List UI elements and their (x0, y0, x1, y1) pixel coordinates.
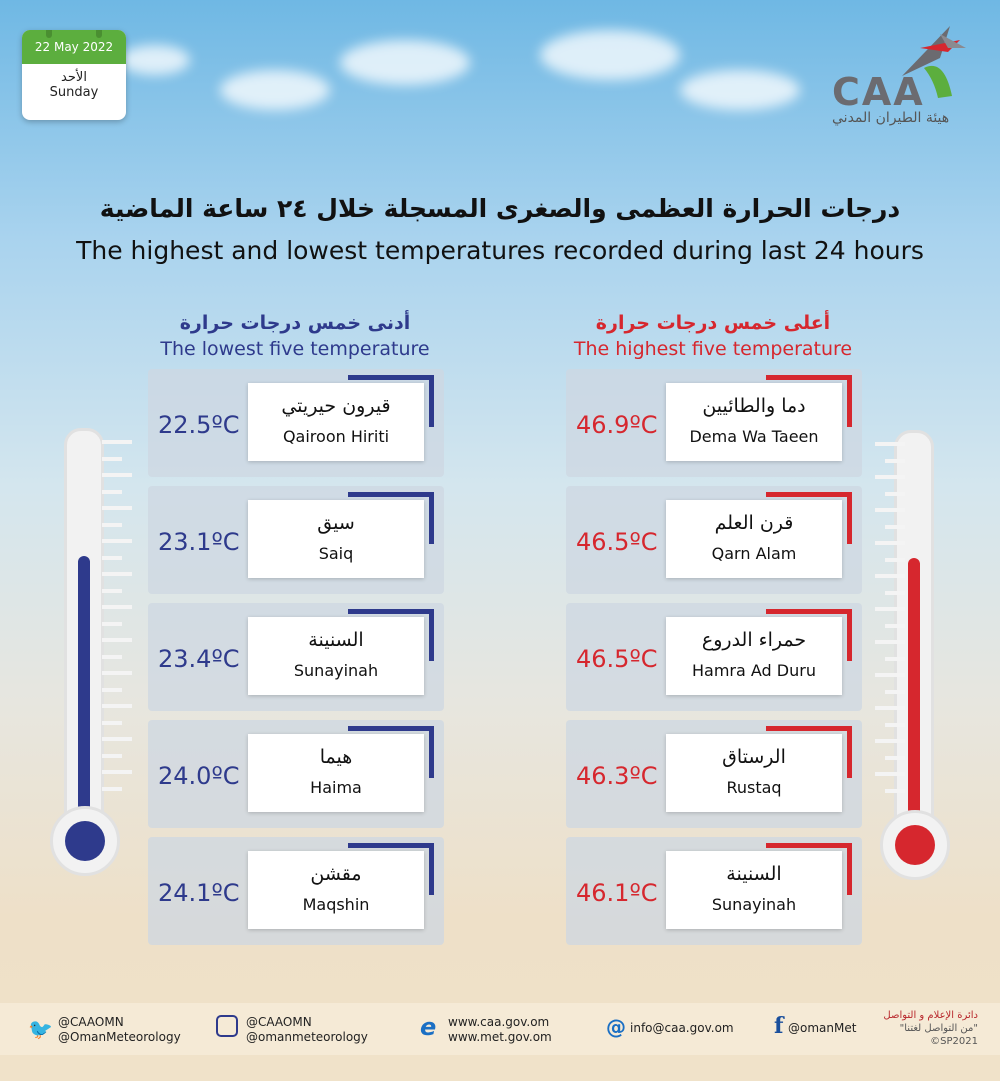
department-name: دائرة الإعلام و التواصل (883, 1010, 978, 1021)
card-accent (348, 609, 434, 614)
station-card (666, 500, 842, 578)
card-accent (348, 375, 434, 380)
thermometer-tick (885, 558, 905, 562)
temperature-value: 24.0ºC (158, 762, 240, 790)
station-name-en: Haima (310, 778, 362, 797)
station-card (666, 617, 842, 695)
station-card (248, 617, 424, 695)
station-name-ar: هيما (319, 746, 353, 768)
thermometer-tick (875, 739, 905, 743)
station-name-en: Qarn Alam (711, 544, 797, 563)
thermometer-tick (875, 607, 905, 611)
temperature-value: 46.5ºC (576, 645, 658, 673)
department-slogan: "من التواصل لغتنا" (899, 1023, 978, 1034)
card-accent (847, 843, 852, 895)
thermometer-tick (875, 673, 905, 677)
thermometer-tick (102, 787, 122, 791)
thermometer-tick (885, 492, 905, 496)
temperature-value: 23.4ºC (158, 645, 240, 673)
thermometer-tick (102, 655, 122, 659)
temperature-value: 46.5ºC (576, 528, 658, 556)
email-link[interactable]: info@caa.gov.om (630, 1021, 734, 1035)
thermometer-tick (885, 690, 905, 694)
station-card (248, 500, 424, 578)
thermometer-tick (102, 440, 132, 444)
thermometer-tick (102, 754, 122, 758)
station-name-en: Qairoon Hiriti (282, 427, 390, 446)
thermometer-bulb (65, 821, 105, 861)
facebook-icon[interactable]: f (774, 1013, 784, 1039)
website-link[interactable]: www.met.gov.om (448, 1030, 552, 1044)
highest-row (566, 603, 862, 711)
website-link[interactable]: www.caa.gov.om (448, 1015, 550, 1029)
thermometer-tick (102, 671, 132, 675)
station-name-en: Sunayinah (711, 895, 797, 914)
lowest-row (148, 837, 444, 945)
temperature-value: 46.3ºC (576, 762, 658, 790)
highest-row (566, 486, 862, 594)
station-name-en: Dema Wa Taeen (689, 427, 819, 446)
logo-text: CAA (832, 70, 925, 114)
websites[interactable] (448, 1015, 552, 1045)
station-name-en: Sunayinah (293, 661, 379, 680)
thermometer-tick (885, 756, 905, 760)
highest-heading (563, 312, 863, 360)
station-name-en: Saiq (318, 544, 354, 563)
footer (0, 1003, 1000, 1055)
copyright: ©SP2021 (930, 1036, 978, 1047)
station-card (248, 851, 424, 929)
thermometer-high-icon (880, 430, 970, 880)
twitter-handles[interactable] (58, 1015, 181, 1045)
thermometer-tick (102, 572, 132, 576)
card-accent (429, 492, 434, 544)
facebook-handle[interactable]: @omanMet (788, 1021, 857, 1035)
date-calendar (22, 30, 126, 120)
station-name-en: Hamra Ad Duru (692, 661, 816, 680)
thermometer-tick (885, 624, 905, 628)
thermometer-tick (875, 706, 905, 710)
thermometer-tick (102, 506, 132, 510)
thermometer-tick (885, 657, 905, 661)
card-accent (847, 726, 852, 778)
station-name-ar: دما والطائيين (702, 395, 806, 417)
cloud (120, 45, 190, 75)
logo-arabic: هيئة الطيران المدني (832, 110, 950, 126)
thermometer-tick (102, 523, 122, 527)
card-accent (348, 843, 434, 848)
thermometer-tick (102, 638, 132, 642)
instagram-handle[interactable]: @CAAOMN (246, 1015, 312, 1029)
station-name-ar: سيق (317, 512, 355, 534)
card-accent (429, 843, 434, 895)
cloud (540, 30, 680, 80)
card-accent (766, 492, 852, 497)
card-accent (429, 609, 434, 661)
lowest-row (148, 720, 444, 828)
calendar-date: 22 May 2022 (22, 30, 126, 64)
thermometer-tick (875, 640, 905, 644)
card-accent (847, 492, 852, 544)
calendar-day-en: Sunday (49, 85, 99, 100)
card-accent (429, 375, 434, 427)
card-accent (847, 609, 852, 661)
card-accent (348, 726, 434, 731)
station-name-ar: مقشن (310, 863, 362, 885)
temperature-value: 22.5ºC (158, 411, 240, 439)
card-accent (766, 375, 852, 380)
thermometer-tick (102, 737, 132, 741)
highest-row (566, 837, 862, 945)
thermometer-tick (875, 541, 905, 545)
twitter-icon[interactable]: 🐦 (28, 1017, 53, 1041)
calendar-ring (46, 30, 52, 38)
card-accent (429, 726, 434, 778)
instagram-handles[interactable] (246, 1015, 368, 1045)
calendar-ring (96, 30, 102, 38)
station-card (666, 734, 842, 812)
twitter-handle[interactable]: @CAAOMN (58, 1015, 124, 1029)
highest-row (566, 720, 862, 828)
lowest-heading-en: The lowest five temperature (160, 338, 430, 360)
cloud (680, 70, 800, 110)
thermometer-tick (102, 490, 122, 494)
lowest-heading (145, 312, 445, 360)
cloud (340, 40, 470, 85)
instagram-icon[interactable] (216, 1015, 238, 1037)
title-arabic: درجات الحرارة العظمى والصغرى المسجلة خلال ٢٤ ساعة الماضية (99, 194, 901, 223)
card-accent (847, 375, 852, 427)
temperature-value: 46.9ºC (576, 411, 658, 439)
station-card (666, 383, 842, 461)
thermometer-tick (102, 556, 122, 560)
thermometer-tick (102, 457, 122, 461)
station-card (666, 851, 842, 929)
thermometer-tick (102, 589, 122, 593)
highest-heading-en: The highest five temperature (573, 338, 853, 360)
thermometer-tick (875, 475, 905, 479)
card-accent (766, 609, 852, 614)
thermometer-tick (102, 473, 132, 477)
thermometer-tick (875, 508, 905, 512)
station-card (248, 734, 424, 812)
station-name-ar: حمراء الدروع (701, 629, 807, 651)
cloud (220, 70, 330, 110)
thermometer-tick (875, 574, 905, 578)
station-name-en: Maqshin (302, 895, 370, 914)
thermometer-tick (102, 605, 132, 609)
email-icon[interactable]: @ (606, 1015, 626, 1039)
calendar-day-ar: الأحد (61, 70, 87, 85)
thermometer-tick (875, 772, 905, 776)
station-name-ar: السنينة (726, 863, 782, 885)
highest-heading-ar: أعلى خمس درجات حرارة (595, 312, 831, 334)
temperature-value: 46.1ºC (576, 879, 658, 907)
department-credit (878, 1009, 978, 1048)
thermometer-tick (885, 591, 905, 595)
station-name-ar: قرن العلم (714, 512, 794, 534)
station-name-en: Rustaq (726, 778, 782, 797)
thermometer-tick (102, 721, 122, 725)
thermometer-low-icon (50, 428, 140, 878)
station-card (248, 383, 424, 461)
thermometer-tick (885, 723, 905, 727)
station-name-ar: السنينة (308, 629, 364, 651)
caa-logo (820, 18, 970, 128)
web-browser-icon[interactable]: e (420, 1013, 437, 1041)
thermometer-tick (102, 770, 132, 774)
thermometer-tick (885, 789, 905, 793)
thermometer-tick (102, 688, 122, 692)
lowest-row (148, 603, 444, 711)
station-name-ar: قيرون حيريتي (281, 395, 391, 417)
thermometer-tick (102, 704, 132, 708)
lowest-row (148, 369, 444, 477)
instagram-handle[interactable]: @omanmeteorology (246, 1030, 368, 1044)
station-name-ar: الرستاق (722, 746, 786, 768)
thermometer-tick (885, 459, 905, 463)
thermometer-bulb (895, 825, 935, 865)
thermometer-tick (875, 442, 905, 446)
lowest-heading-ar: أدنى خمس درجات حرارة (179, 312, 411, 334)
twitter-handle[interactable]: @OmanMeteorology (58, 1030, 181, 1044)
temperature-value: 23.1ºC (158, 528, 240, 556)
thermometer-tick (885, 525, 905, 529)
thermometer-tick (102, 622, 122, 626)
highest-row (566, 369, 862, 477)
lowest-row (148, 486, 444, 594)
title-english: The highest and lowest temperatures recorded during last 24 hours (76, 236, 924, 265)
card-accent (766, 843, 852, 848)
thermometer-tick (102, 539, 132, 543)
card-accent (348, 492, 434, 497)
card-accent (766, 726, 852, 731)
temperature-value: 24.1ºC (158, 879, 240, 907)
